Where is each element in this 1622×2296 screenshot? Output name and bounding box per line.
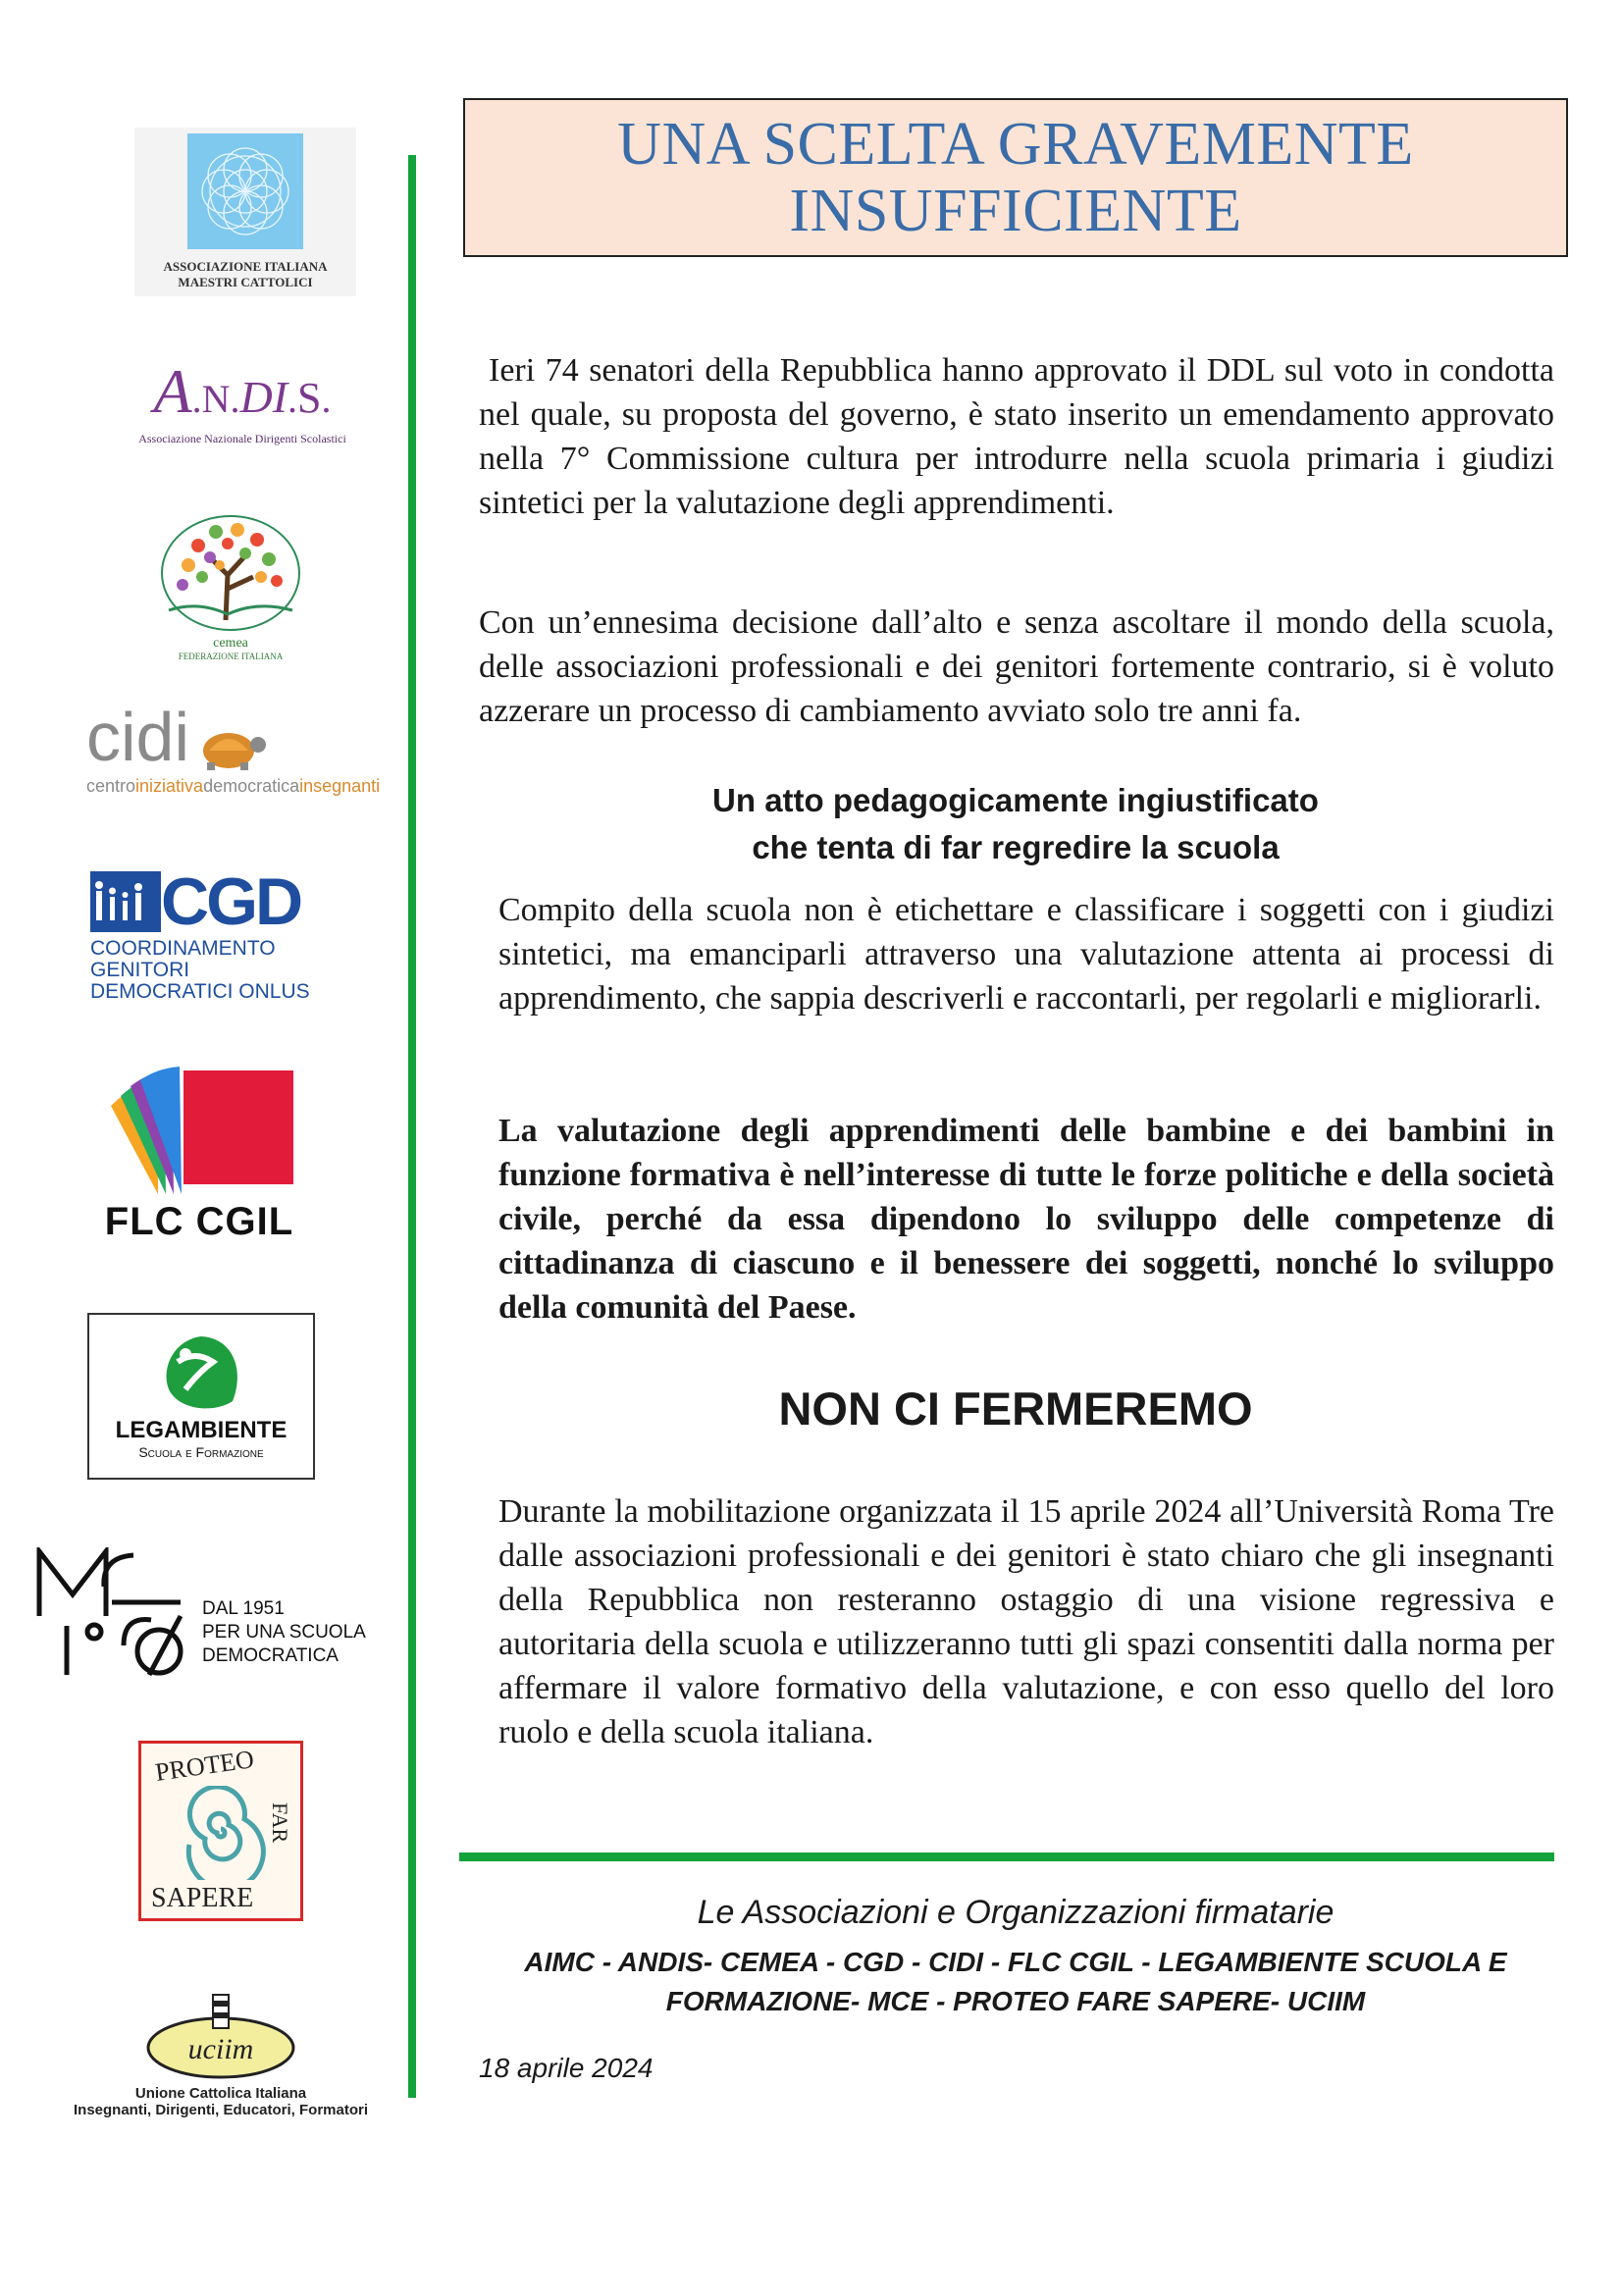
legambiente-leaf-icon (156, 1332, 246, 1413)
horizontal-divider (459, 1852, 1554, 1861)
cidi-word-insegnanti: insegnanti (299, 775, 381, 796)
turtle-icon (195, 721, 268, 772)
cgd-line2: GENITORI (90, 959, 190, 981)
uciim-mark: uciim (187, 2033, 254, 2065)
mce-monogram-icon (33, 1547, 190, 1679)
cgd-family-icon (90, 871, 161, 932)
cidi-word-democratica: democratica (203, 775, 300, 796)
page-title: UNA SCELTA GRAVEMENTE INSUFFICIENTE (617, 111, 1414, 244)
cemea-name: cemea (213, 636, 248, 651)
signature-line-1: AIMC - ANDIS- CEMEA - CGD - CIDI - FLC CGIL - LEGAMBIENTE SCUOLA E (524, 1947, 1507, 1977)
legambiente-name: LEGAMBIENTE (115, 1417, 288, 1443)
mce-line1: DAL 1951 (202, 1598, 285, 1619)
cidi-word-centro: centro (86, 775, 136, 796)
proteo-top: PROTEO (153, 1745, 256, 1787)
logo-aimc (134, 128, 356, 296)
title-box (463, 98, 1568, 257)
proteo-bottom: SAPERE (151, 1883, 254, 1913)
cidi-word-iniziativa: iniziativa (135, 775, 204, 796)
logo-andis: A.N.DI.S. Associazione Nazionale Dirigenti Scolastici (138, 355, 346, 445)
logo-cemea (132, 508, 329, 665)
flc-name: FLC CGIL (104, 1199, 294, 1243)
cgd-line3: DEMOCRATICI ONLUS (90, 980, 310, 1003)
uciim-line1: Unione Cattolica Italiana (134, 2085, 307, 2102)
aimc-line1: ASSOCIAZIONE ITALIANA (163, 259, 328, 274)
andis-subtitle: Associazione Nazionale Dirigenti Scolastici (138, 431, 346, 445)
paragraph-2: Con un’ennesima decisione dall’alto e senza ascoltare il mondo della scuola, delle associazioni professionali e dei genitori fortemente contrario, si è voluto azzerare un processo di cambiamento avviato solo tre anni fa. (479, 604, 1554, 729)
paragraph-3: Compito della scuola non è etichettare e classificare i soggetti con i giudizi sintetici, ma emanciparli attraverso una valutazione attenta ai processi di apprendimento, che sappia descriverli e raccontarli, per regolarli e migliorarli. (498, 892, 1554, 1017)
proteo-side: FAR (268, 1802, 292, 1844)
logo-mce (33, 1544, 377, 1682)
logo-legambiente (87, 1313, 315, 1480)
paragraph-4: La valutazione degli apprendimenti delle bambine e dei bambini in funzione formativa è nell’interesse di tutte le forze politiche e della società civile, perché da essa dipendono lo sviluppo delle competenze di cittadinanza di ciascuno e il benessere dei soggetti, nonché lo sviluppo della comunità del Paese. (498, 1113, 1554, 1326)
subheading-line-1: Un atto pedagogicamente ingiustificato (712, 782, 1319, 818)
cemea-subtitle: FEDERAZIONE ITALIANA (178, 652, 284, 661)
cidi-mark: cidi (86, 698, 190, 775)
flc-flag-icon (101, 1067, 297, 1194)
section-heading: NON CI FERMEREMO (778, 1383, 1253, 1435)
andis-di: DI (239, 371, 288, 422)
signature-intro: Le Associazioni e Organizzazioni firmatarie (697, 1894, 1334, 1931)
aimc-emblem-icon (187, 133, 303, 249)
logo-uciim (51, 1986, 391, 2123)
proteo-shell-icon (168, 1786, 274, 1880)
paragraph-5: Durante la mobilitazione organizzata il 15 aprile 2024 all’Università Roma Tre dalle associazioni professionali e dei genitori è stato chiaro che gli insegnanti della Repubblica non resteranno ostaggio di una visione regressiva e autoritaria della scuola e utilizzeranno tutti gli spazi consentiti dalla norma per affermare il valore formativo della valutazione, e con esso quello del loro ruolo e della scuola italiana. (498, 1493, 1554, 1750)
andis-n: N (201, 376, 231, 421)
mce-line3: DEMOCRATICA (202, 1645, 339, 1666)
andis-s: S (297, 373, 322, 422)
logo-proteo (138, 1741, 303, 1921)
subheading-line-2: che tenta di far regredire la scuola (752, 829, 1280, 865)
andis-a: A (153, 355, 192, 426)
signature-list (463, 1943, 1568, 2021)
cgd-line1: COORDINAMENTO (90, 937, 276, 960)
uciim-line2: Insegnanti, Dirigenti, Educatori, Formatori (73, 2102, 369, 2118)
mce-line2: PER UNA SCUOLA (202, 1622, 366, 1643)
paragraph-1: Ieri 74 senatori della Repubblica hanno approvato il DDL sul voto in condotta nel quale, su proposta del governo, è stato inserito un emendamento approvato nella 7° Commissione cultura per introdurre nella scuola primaria i giudizi sintetici per la valutazione degli apprendimenti. (479, 352, 1554, 521)
cgd-mark: CGD (161, 864, 301, 939)
logo-cgd (90, 864, 345, 1005)
legambiente-subtitle: Scuola e Formazione (138, 1444, 264, 1460)
signature-line-2: FORMAZIONE- MCE - PROTEO FARE SAPERE- UCIIM (665, 1986, 1366, 2016)
logo-flc-cgil (86, 1064, 312, 1246)
logo-cidi (86, 693, 381, 805)
aimc-line2: MAESTRI CATTOLICI (178, 275, 313, 289)
vertical-divider (408, 155, 416, 2098)
document-date: 18 aprile 2024 (479, 2053, 654, 2083)
cemea-tree-icon (159, 512, 302, 634)
